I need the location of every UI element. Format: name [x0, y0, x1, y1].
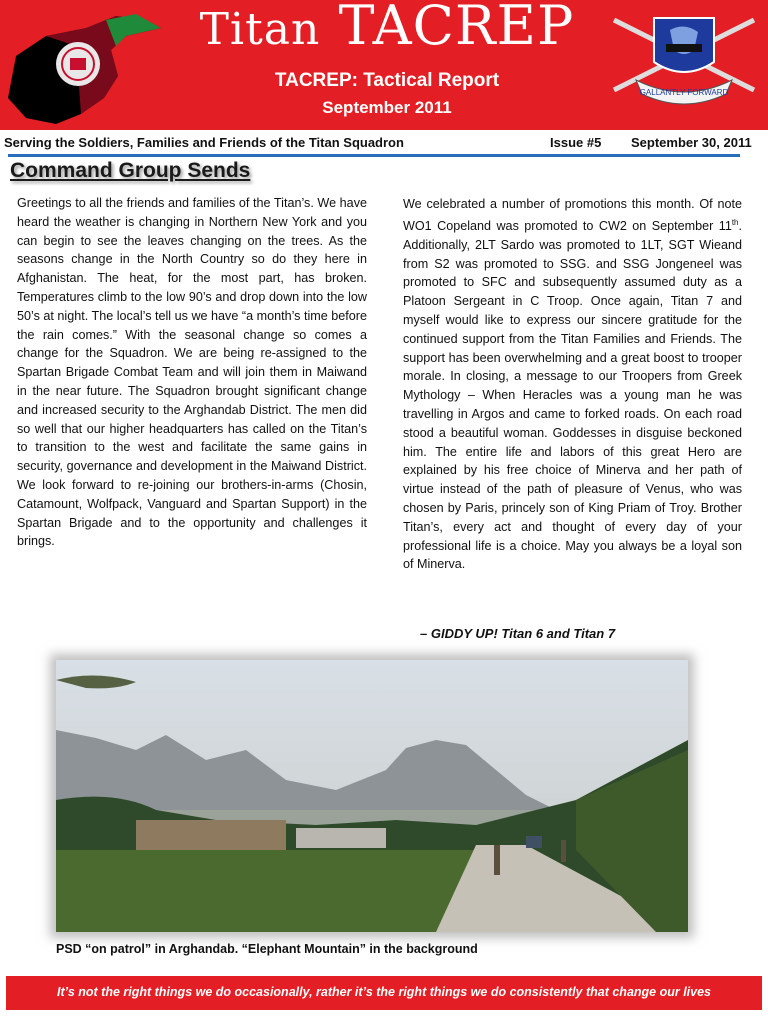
- section-heading: Command Group Sends: [10, 159, 251, 182]
- afghanistan-map-icon: [6, 6, 166, 124]
- divider: [8, 154, 740, 157]
- unit-crest-icon: [606, 10, 762, 110]
- patrol-photo: [56, 660, 688, 932]
- newsletter-subtitle: TACREP: Tactical Report: [274, 70, 500, 91]
- newsletter-title: [172, 0, 602, 57]
- newsletter-month: September 2011: [322, 98, 452, 117]
- column2-text-b: . Additionally, 2LT Sardo was promoted to 1LT, SGT Wieand from S2 was promoted to SSG. and SSG Jongeneel was promoted to SFC and subsequently assumed duty as a Platoon Sergeant in C Troop. Once again, Titan 7 and myself would like to express our sincere gratitude for the continued support from the Titan Families and Friends. The support has been overwhelming and a great boost to trooper morale. In closing, a message to our Troopers from Greek Mythology – When Heracles was a young man he was travelling in Argos and came to forked roads. On each road stood a beautiful woman. Goddesses in disguise beckoned him. The entire life and labors of this great Hero are explained by his free choice of Minerva and her path of virtue instead of the path of pleasure of Venus, who was chosen by Paris, princely son of King Priam of Troy. Brother Titan’s, every act and thought of every day of your professional life is a choice. May you always be a loyal son of Minerva.: [403, 218, 742, 572]
- patrol-photo-illustration: [56, 660, 688, 932]
- footer-banner: [6, 976, 762, 1010]
- crest-motto: GALLANTLY FORWARD: [639, 88, 729, 97]
- title-part2: TACREP: [338, 0, 575, 57]
- article-column-2: [403, 195, 742, 574]
- column2-text-a: We celebrated a number of promotions this month. Of note WO1 Copeland was promoted to CW2 on September 11: [403, 197, 742, 233]
- title-part1: Titan: [199, 4, 321, 55]
- photo-caption: PSD “on patrol” in Arghandab. “Elephant Mountain” in the background: [56, 942, 478, 956]
- tagline: Serving the Soldiers, Families and Friends of the Titan Squadron: [4, 135, 404, 150]
- issue-date: September 30, 2011: [631, 135, 752, 150]
- article-column-1: Greetings to all the friends and families of the Titan’s. We have heard the weather is changing in Northern New York and you can begin to see the leaves changing on the trees. As the seasons change in the North Country so do they here in Afghanistan. The heat, for the most part, has broken. Temperatures climb to the low 90’s and drop down into the low 50’s at night. The local’s tell us we have “a month’s time before the rain comes.” With the seasonal change so comes a change for the Squadron. We are being re-assigned to the Spartan Brigade Combat Team and will join them in Maiwand in the near future. The Squadron brought significant change and increased security to the Arghandab District. The men did so well that our higher headquarters has called on the Titan’s to transition to the west and facilitate the same gains in security, governance and development in the Maiwand District. We look forward to re-joining our brothers-in-arms (Chosin, Catamount, Wolfpack, Vanguard and Spartan Support) in the Spartan Brigade and to the opportunity and challenges it brings.: [17, 196, 367, 549]
- column2-superscript: th: [731, 217, 739, 227]
- signature: – GIDDY UP! Titan 6 and Titan 7: [420, 626, 616, 641]
- issue-number: Issue #5: [550, 135, 602, 150]
- header-banner: [0, 0, 768, 130]
- info-bar: [0, 133, 768, 153]
- footer-quote: It’s not the right things we do occasionally, rather it’s the right things we do consistently that change our lives: [56, 985, 712, 999]
